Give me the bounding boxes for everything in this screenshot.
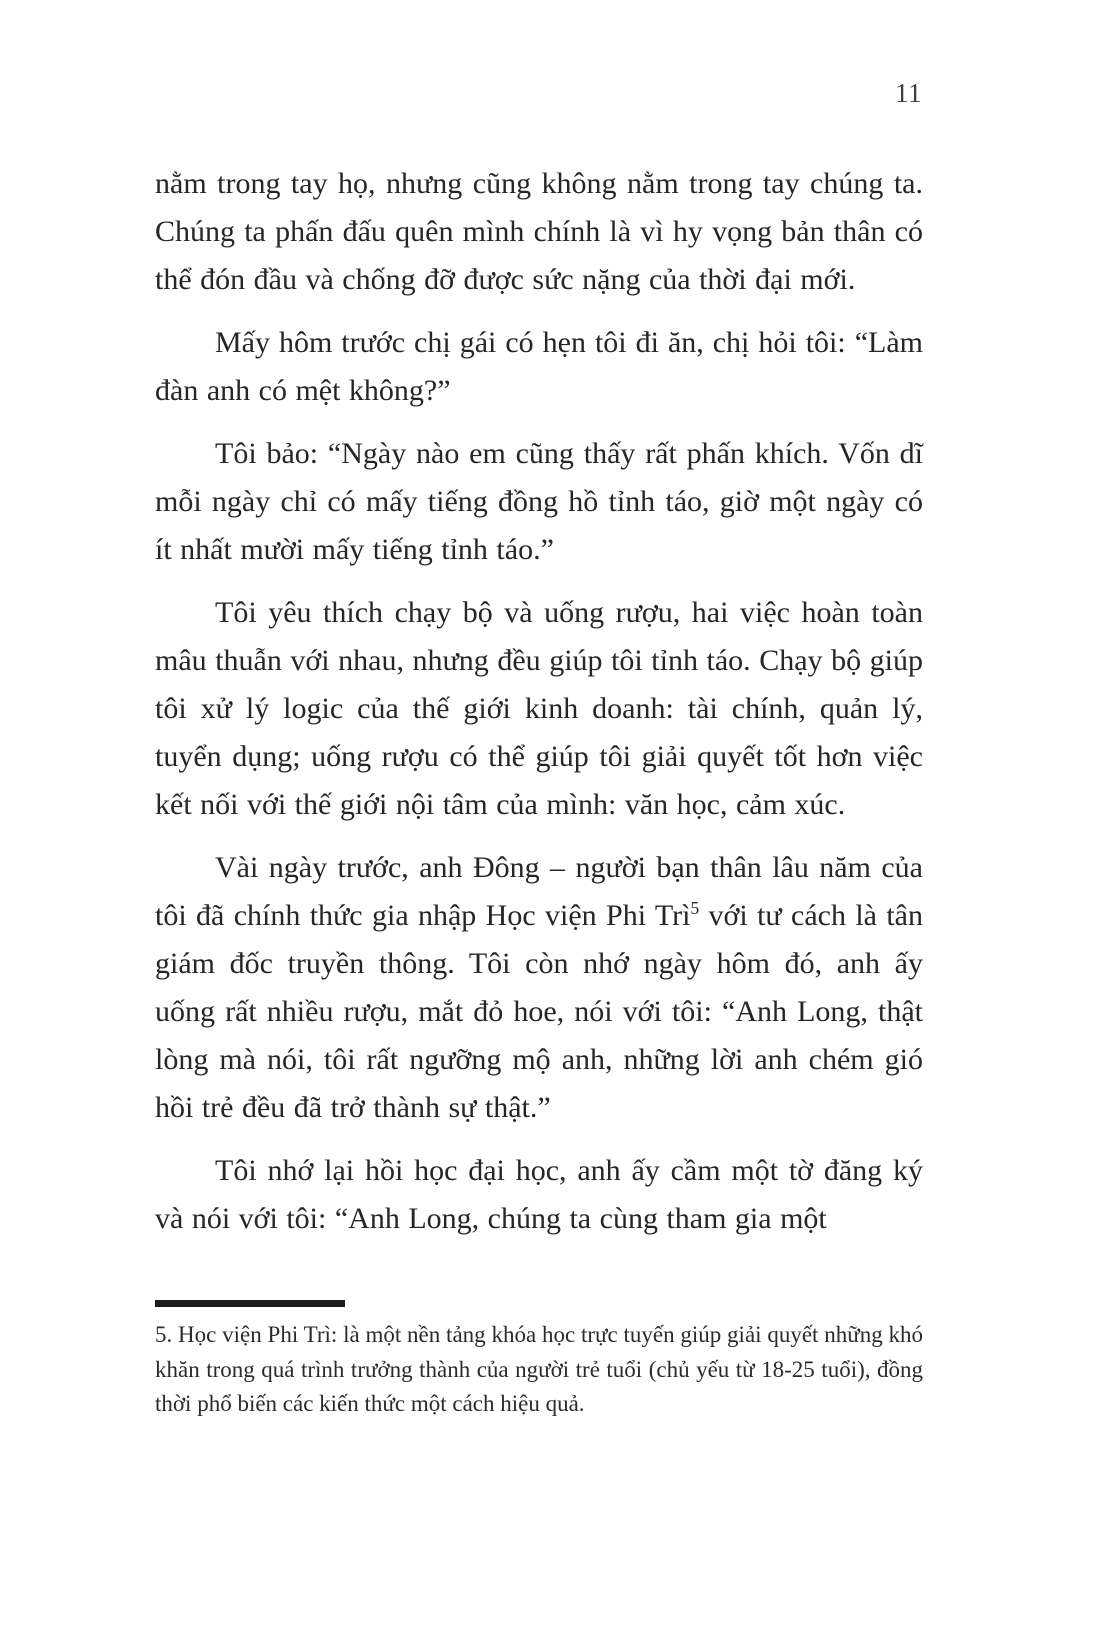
paragraph-3: Tôi bảo: “Ngày nào em cũng thấy rất phấn khích. Vốn dĩ mỗi ngày chỉ có mấy tiếng đồng hồ tỉnh táo, giờ một ngày có ít nhất mười mấy tiếng tỉnh táo.”	[155, 437, 923, 566]
footnote-section	[155, 1300, 923, 1422]
paragraph-6: Tôi nhớ lại hồi học đại học, anh ấy cầm một tờ đăng ký và nói với tôi: “Anh Long, chúng ta cùng tham gia một	[155, 1154, 923, 1235]
footnote-text: 5. Học viện Phi Trì: là một nền tảng khóa học trực tuyến giúp giải quyết những khó khăn trong quá trình trưởng thành của người trẻ tuổi (chủ yếu từ 18-25 tuổi), đồng thời phổ biến các kiến thức một cách hiệu quả.	[155, 1322, 923, 1416]
paragraph-5-text-after-ref: với tư cách là tân giám đốc truyền thông. Tôi còn nhớ ngày hôm đó, anh ấy uống rất nhiều rượu, mắt đỏ hoe, nói với tôi: “Anh Long, thật lòng mà nói, tôi rất ngưỡng mộ anh, những lời anh chém gió hồi trẻ đều đã trở thành sự thật.”	[155, 899, 923, 1124]
page-body	[155, 160, 923, 1258]
paragraph-2: Mấy hôm trước chị gái có hẹn tôi đi ăn, chị hỏi tôi: “Làm đàn anh có mệt không?”	[155, 326, 923, 407]
paragraph-1: nằm trong tay họ, nhưng cũng không nằm trong tay chúng ta. Chúng ta phấn đấu quên mình chính là vì hy vọng bản thân có thể đón đầu và chống đỡ được sức nặng của thời đại mới.	[155, 167, 923, 296]
footnote-reference-5: 5	[690, 898, 700, 918]
paragraph-5	[155, 844, 923, 1132]
footnote-divider-rule	[155, 1300, 345, 1307]
page-number: 11	[895, 78, 922, 108]
paragraph-4: Tôi yêu thích chạy bộ và uống rượu, hai việc hoàn toàn mâu thuẫn với nhau, nhưng đều giúp tôi tỉnh táo. Chạy bộ giúp tôi xử lý logic của thế giới kinh doanh: tài chính, quản lý, tuyển dụng; uống rượu có thể giúp tôi giải quyết tốt hơn việc kết nối với thế giới nội tâm của mình: văn học, cảm xúc.	[155, 596, 923, 821]
paragraph-5-text-before-ref: Vài ngày trước, anh Đông – người bạn thân lâu năm của tôi đã chính thức gia nhập Học viện Phi Trì	[155, 851, 923, 932]
